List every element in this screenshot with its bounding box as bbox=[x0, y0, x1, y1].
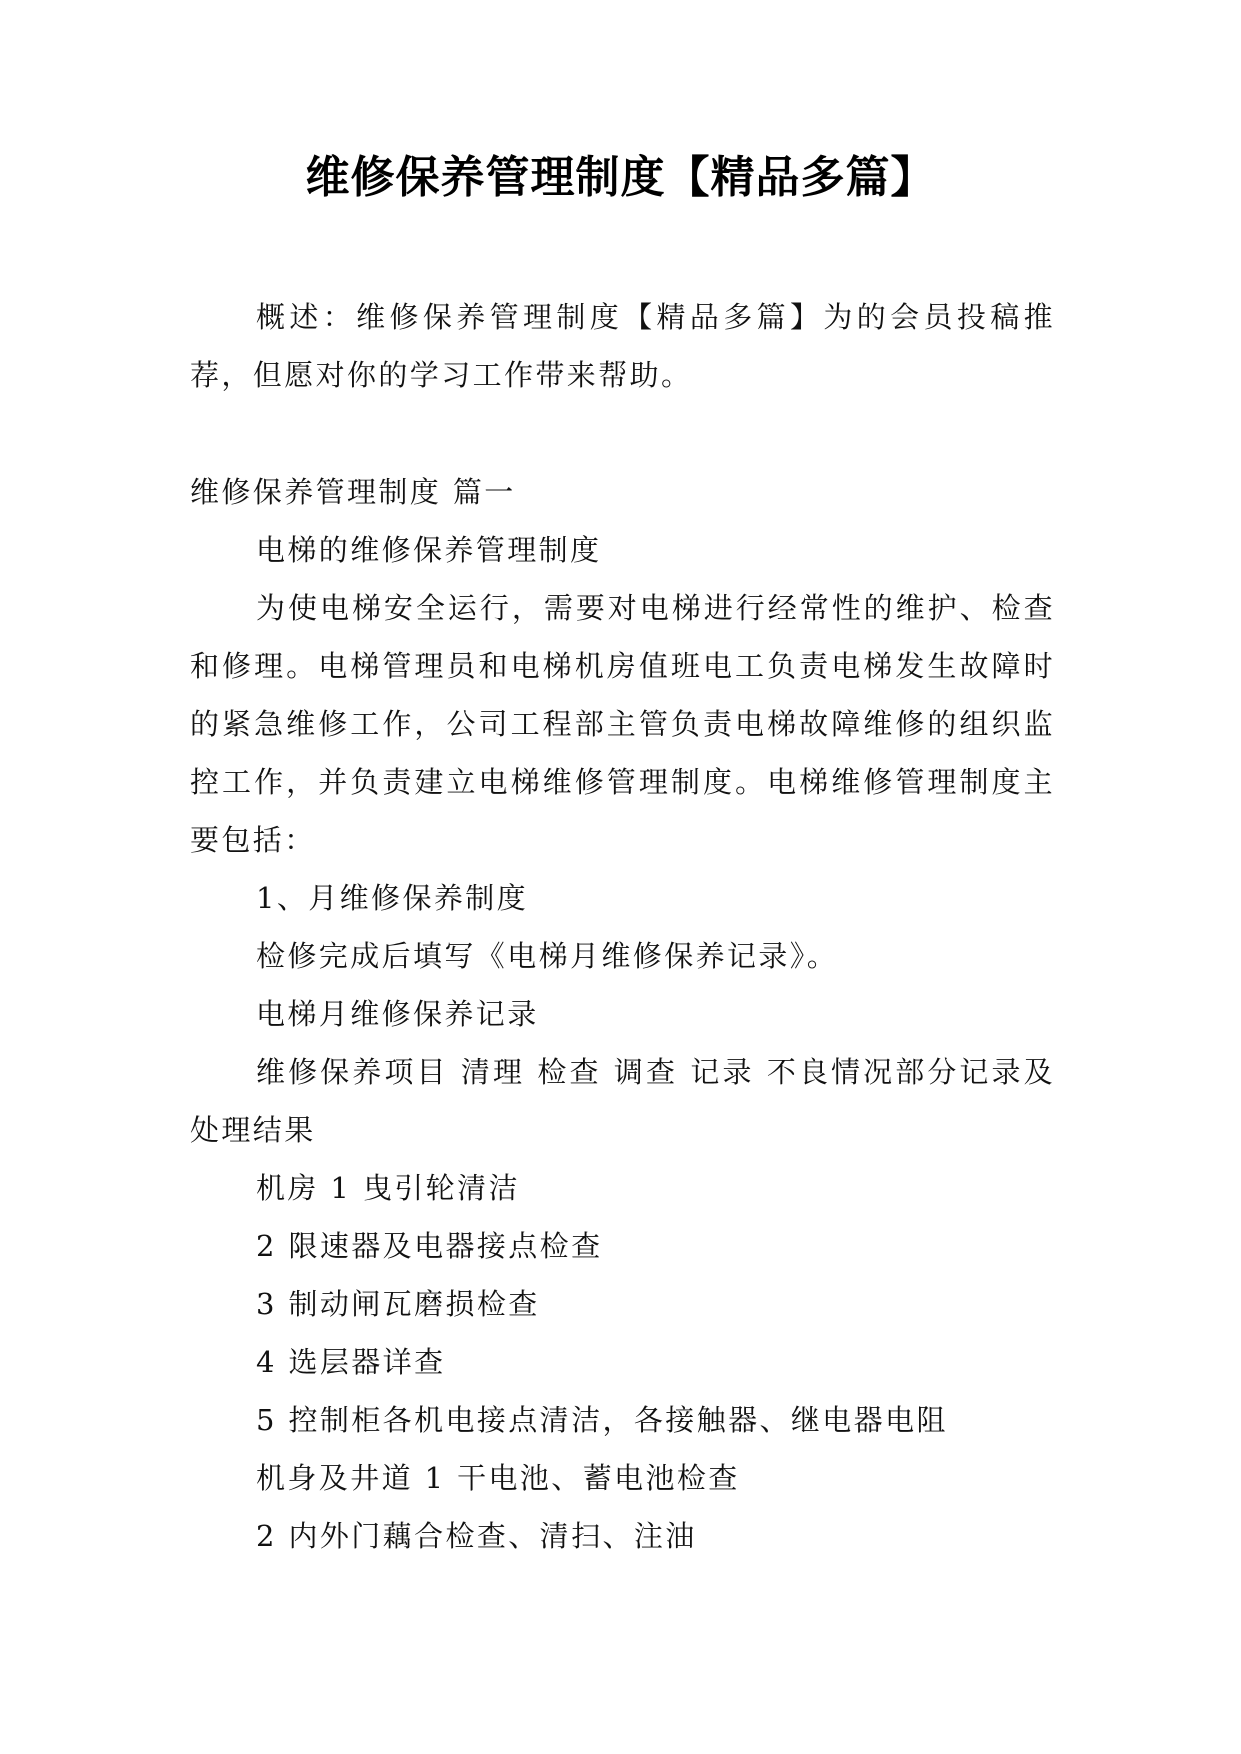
document-body bbox=[190, 463, 1055, 1565]
list-item: 5 控制柜各机电接点清洁，各接触器、继电器电阻 bbox=[256, 1403, 948, 1437]
list-item: 2 限速器及电器接点检查 bbox=[256, 1229, 603, 1263]
summary-block bbox=[190, 288, 1055, 404]
list-item: 2 内外门藕合检查、清扫、注油 bbox=[256, 1519, 697, 1553]
list-item: 3 制动闸瓦磨损检查 bbox=[256, 1287, 540, 1321]
section-heading: 维修保养管理制度 篇一 bbox=[190, 475, 516, 509]
document-title: 维修保养管理制度【精品多篇】 bbox=[305, 152, 936, 203]
subtitle-paragraph: 电梯的维修保养管理制度 bbox=[256, 533, 602, 567]
body-paragraph: 检修完成后填写《电梯月维修保养记录》。 bbox=[256, 939, 839, 973]
record-title: 电梯月维修保养记录 bbox=[256, 997, 539, 1031]
body-paragraph: 为使电梯安全运行，需要对电梯进行经常性的维护、检查和修理。电梯管理员和电梯机房值班电工负责电梯发生故障时的紧急维修工作，公司工程部主管负责电梯故障维修的组织监控工作，并负责建立电梯维修管理制度。电梯维修管理制度主要包括： bbox=[190, 591, 1055, 857]
list-item: 1、月维修保养制度 bbox=[256, 881, 529, 915]
list-item: 4 选层器详查 bbox=[256, 1345, 446, 1379]
record-header: 维修保养项目 清理 检查 调查 记录 不良情况部分记录及处理结果 bbox=[190, 1055, 1055, 1147]
list-item: 机房 1 曳引轮清洁 bbox=[256, 1171, 520, 1205]
list-item: 机身及井道 1 干电池、蓄电池检查 bbox=[256, 1461, 740, 1495]
summary-paragraph: 概述：维修保养管理制度【精品多篇】为的会员投稿推荐，但愿对你的学习工作带来帮助。 bbox=[190, 300, 1055, 392]
